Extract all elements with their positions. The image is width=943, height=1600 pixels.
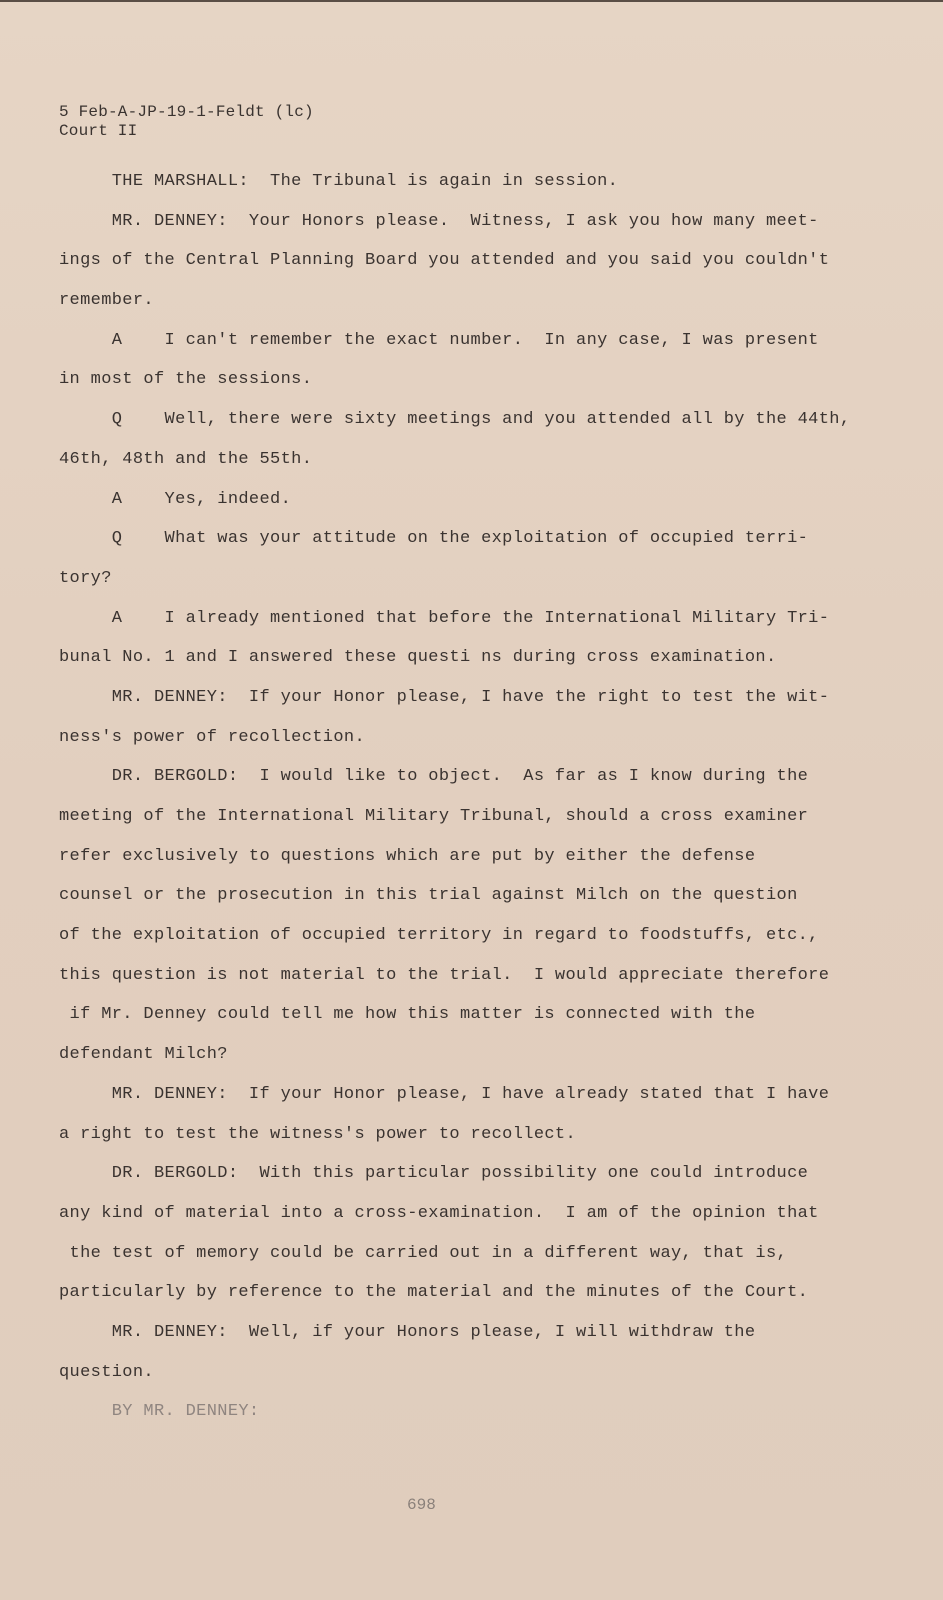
transcript-line: in most of the sessions.	[59, 370, 313, 390]
transcript-line: A I already mentioned that before the International Military Tri-	[59, 608, 830, 628]
page-top-edge	[0, 0, 943, 2]
transcript-line: particularly by reference to the material and the minutes of the Court.	[59, 1283, 809, 1303]
transcript-line: Q Well, there were sixty meetings and you attended all by the 44th,	[59, 410, 851, 430]
transcript-line: A Yes, indeed.	[59, 489, 292, 509]
transcript-line: bunal No. 1 and I answered these questi ns during cross examination.	[59, 648, 777, 668]
transcript-line: tory?	[59, 568, 112, 588]
document-header	[59, 103, 314, 141]
transcript-line: this question is not material to the trial. I would appreciate therefore	[59, 965, 830, 985]
transcript-line: DR. BERGOLD: With this particular possibility one could introduce	[59, 1164, 809, 1184]
transcript-line: ings of the Central Planning Board you attended and you said you couldn't	[59, 251, 830, 271]
page-number: 698	[407, 1496, 436, 1514]
transcript-line: THE MARSHALL: The Tribunal is again in session.	[59, 172, 619, 191]
transcript-line: A I can't remember the exact number. In any case, I was present	[59, 330, 819, 350]
transcript-line: any kind of material into a cross-examination. I am of the opinion that	[59, 1203, 819, 1223]
transcript-line: MR. DENNEY: Well, if your Honors please, I will withdraw the	[59, 1322, 756, 1342]
transcript-line: ness's power of recollection.	[59, 727, 365, 747]
transcript-line: DR. BERGOLD: I would like to object. As far as I know during the	[59, 767, 809, 787]
transcript-line: meeting of the International Military Tribunal, should a cross examiner	[59, 807, 809, 826]
transcript-line: BY MR. DENNEY:	[59, 1402, 260, 1422]
transcript-line: question.	[59, 1362, 154, 1382]
transcript-line: remember.	[59, 291, 154, 311]
transcript-line: Q What was your attitude on the exploitation of occupied terri-	[59, 529, 809, 549]
transcript-line: MR. DENNEY: If your Honor please, I have already stated that I have	[59, 1084, 830, 1104]
transcript-line: if Mr. Denney could tell me how this matter is connected with the	[59, 1005, 756, 1025]
transcript-line: counsel or the prosecution in this trial against Milch on the question	[59, 886, 798, 906]
transcript-line: MR. DENNEY: Your Honors please. Witness, I ask you how many meet-	[59, 211, 819, 231]
transcript-body	[59, 162, 849, 1432]
transcript-line: MR. DENNEY: If your Honor please, I have the right to test the wit-	[59, 687, 830, 707]
transcript-line: defendant Milch?	[59, 1045, 228, 1065]
header-court: Court II	[59, 122, 138, 140]
transcript-line: of the exploitation of occupied territory in regard to foodstuffs, etc.,	[59, 926, 819, 946]
transcript-line: refer exclusively to questions which are put by either the defense	[59, 846, 756, 866]
transcript-line: the test of memory could be carried out in a different way, that is,	[59, 1243, 788, 1263]
transcript-line: a right to test the witness's power to recollect.	[59, 1124, 577, 1144]
transcript-line: 46th, 48th and the 55th.	[59, 449, 313, 469]
header-reference: 5 Feb-A-JP-19-1-Feldt (lc)	[59, 103, 314, 121]
